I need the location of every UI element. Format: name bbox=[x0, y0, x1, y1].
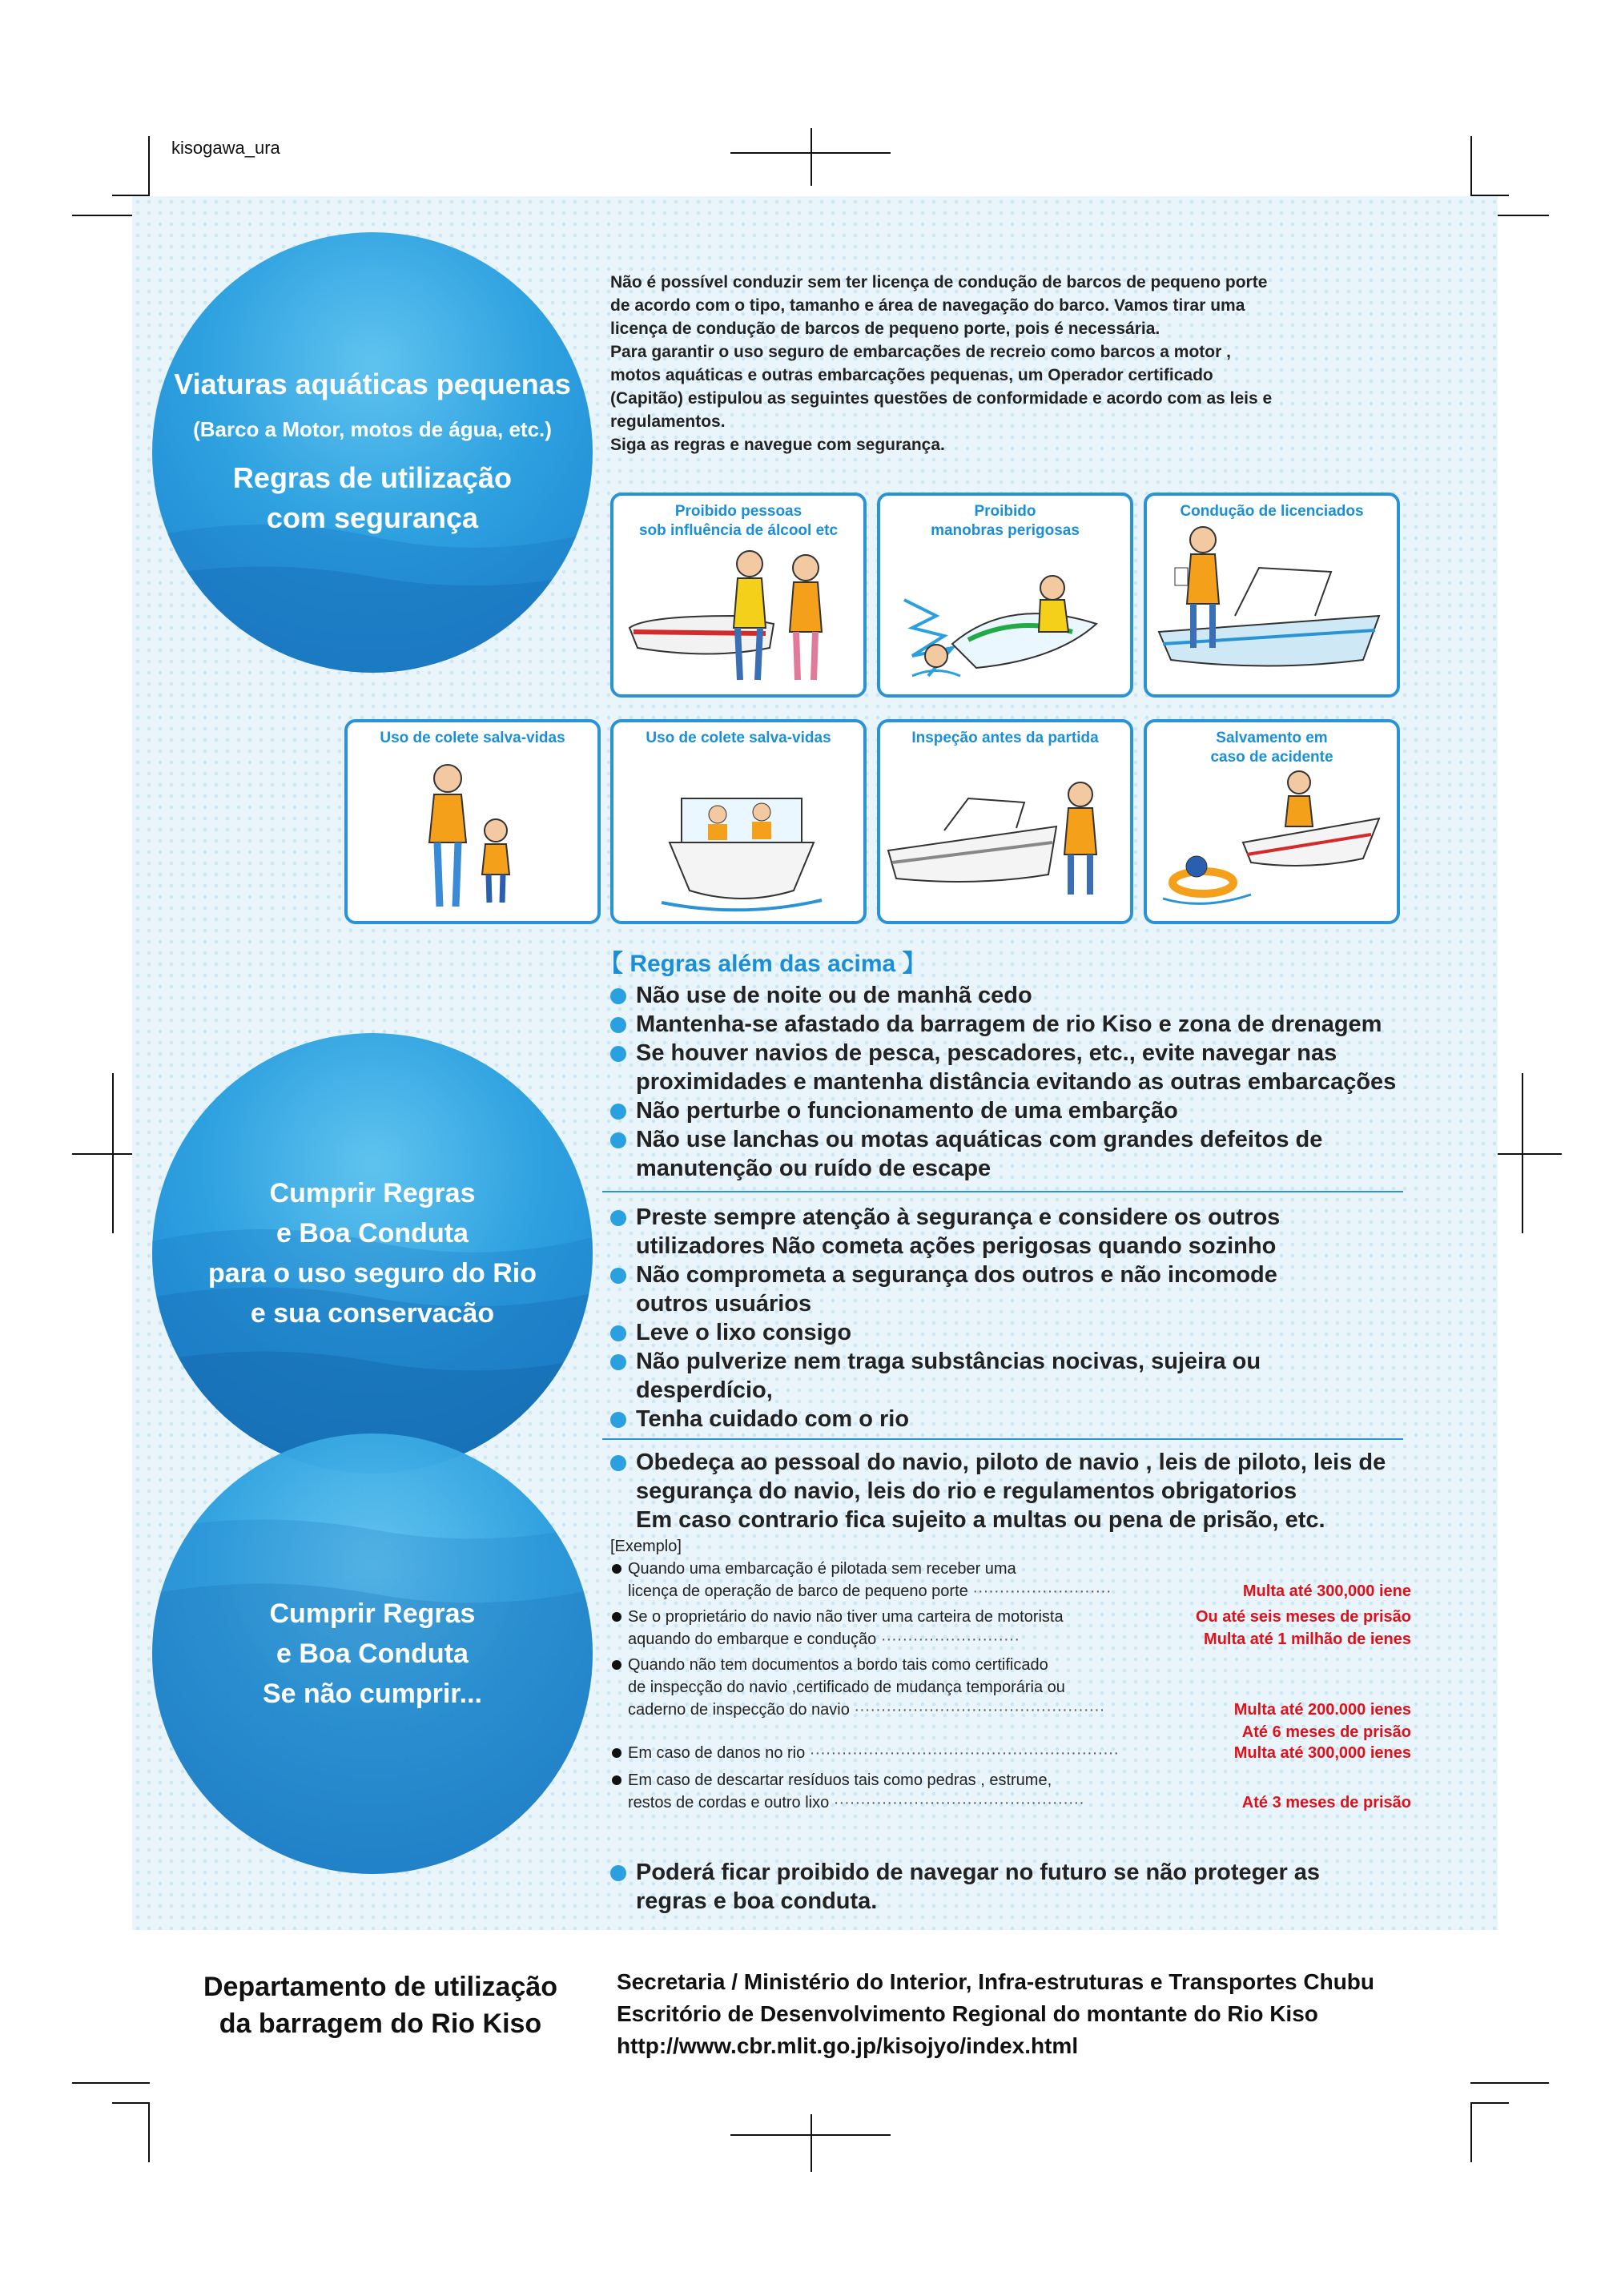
website-link[interactable]: http://www.cbr.mlit.go.jp/kisojyo/index.html bbox=[617, 2033, 1079, 2058]
file-label: kisogawa_ura bbox=[171, 138, 280, 158]
penalty-item: Quando não tem documentos a bordo tais como certificado de inspecção do navio ,certificado de mudança temporária ou caderno de inspecção do navio ··············································· Multa até 200.000 ienes Até 6 meses de prisão bbox=[610, 1654, 1411, 1742]
card-licensed-driving: Condução de licenciados bbox=[1144, 493, 1400, 698]
card-inspection: Inspeção antes da partida bbox=[877, 719, 1133, 924]
fine-text: Multa até 300,000 ienes bbox=[1233, 1744, 1411, 1762]
circle-title: Viaturas aquáticas pequenas bbox=[174, 367, 571, 400]
list-item: Não use de noite ou de manhã cedo bbox=[610, 981, 1419, 1010]
card-rescue: Salvamento em caso de acidente bbox=[1144, 719, 1400, 924]
circle-heading: para o uso seguro do Rio bbox=[208, 1258, 537, 1289]
rules-list-1 bbox=[610, 981, 1419, 1183]
list-item: Leve o lixo consigo bbox=[610, 1318, 1419, 1347]
divider bbox=[602, 1191, 1403, 1192]
department-name: Departamento de utilização da barragem do Rio Kiso bbox=[203, 1972, 558, 2039]
secretariat-info: Secretaria / Ministério do Interior, Infra-estruturas e Transportes Chubu Escritório de Desenvolvimento Regional do montante do Rio Kiso http://www.cbr.mlit.go.jp/kisojyo/index.html bbox=[617, 1966, 1374, 2062]
fine-text: Ou até seis meses de prisão bbox=[1195, 1608, 1411, 1626]
circle-heading: com segurança bbox=[266, 501, 479, 534]
conduct-circle bbox=[152, 1033, 593, 1474]
boat-lifejacket-icon bbox=[613, 722, 863, 921]
list-item: Tenha cuidado com o rio bbox=[610, 1405, 1419, 1433]
list-item: Não perturbe o funcionamento de uma embarção bbox=[610, 1096, 1419, 1125]
boat-inspection-icon bbox=[880, 722, 1130, 921]
circle-heading: Cumprir Regras bbox=[269, 1598, 476, 1629]
list-item: Obedeça ao pessoal do navio, piloto de navio , leis de piloto, leis de segurança do navio, leis do rio e regulamentos obrigatorios Em caso contrario fica sujeito a multas ou pena de prisão, etc. bbox=[610, 1448, 1419, 1534]
fine-text: Até 3 meses de prisão bbox=[1241, 1794, 1411, 1811]
rescue-icon bbox=[1147, 722, 1397, 921]
example-label: [Exemplo] bbox=[610, 1538, 682, 1555]
circle-subtitle: (Barco a Motor, motos de água, etc.) bbox=[193, 416, 552, 441]
circle-heading: e Boa Conduta bbox=[276, 1218, 469, 1249]
title-circle bbox=[152, 232, 593, 673]
card-no-alcohol: Proibido pessoas sob influência de álcool etc bbox=[610, 493, 867, 698]
fine-text: Multa até 1 milhão de ienes bbox=[1204, 1631, 1411, 1648]
penalty-item: Em caso de danos no rio ·························································· Multa até 300,000 ienes bbox=[610, 1742, 1411, 1764]
penalties-section bbox=[610, 1535, 1411, 1814]
card-no-dangerous-maneuvers: Proibido manobras perigosas bbox=[877, 493, 1133, 698]
penalty-item: Quando uma embarcação é pilotada sem receber uma licença de operação de barco de pequeno porte ·························· Multa até 300,000 iene bbox=[610, 1558, 1411, 1602]
final-rule: Poderá ficar proibido de navegar no futuro se não proteger as regras e boa conduta. bbox=[610, 1858, 1419, 1916]
rules-list-3 bbox=[610, 1448, 1419, 1534]
card-lifejacket-1: Uso de colete salva-vidas bbox=[344, 719, 601, 924]
list-item: Não pulverize nem traga substâncias nocivas, sujeira ou desperdício, bbox=[610, 1347, 1419, 1405]
lifejacket-family-icon bbox=[348, 722, 597, 921]
circle-heading: Se não cumprir... bbox=[263, 1679, 482, 1709]
circle-heading: e sua conservacão bbox=[250, 1298, 495, 1329]
jetski-danger-icon bbox=[880, 496, 1130, 694]
licensed-boat-icon bbox=[1147, 496, 1397, 694]
penalty-circle bbox=[152, 1433, 593, 1874]
circle-heading: e Boa Conduta bbox=[276, 1639, 469, 1669]
fine-text: Até 6 meses de prisão bbox=[1241, 1723, 1411, 1741]
card-lifejacket-2: Uso de colete salva-vidas bbox=[610, 719, 867, 924]
jetski-drinking-icon bbox=[613, 496, 863, 694]
rules-heading: 【 Regras além das acima 】 bbox=[599, 951, 927, 977]
list-item: Não use lanchas ou motas aquáticas com grandes defeitos de manutenção ou ruído de escape bbox=[610, 1125, 1419, 1183]
intro-text: Não é possível conduzir sem ter licença de condução de barcos de pequeno porte de acordo com o tipo, tamanho e área de navegação do barco. Vamos tirar uma licença de condução de barcos de pequeno porte, pois é necessária. Para garantir o uso seguro de embarcações de recreio como barcos a motor , motos aquáticas e outras embarcações pequenas, um Operador certificado (Capitão) estipulou as seguintes questões de conformidade e acordo com as leis e regulamentos. Siga as regras e navegue com segurança. bbox=[610, 273, 1273, 454]
list-item: Mantenha-se afastado da barragem de rio Kiso e zona de drenagem bbox=[610, 1010, 1419, 1039]
fine-text: Multa até 300,000 iene bbox=[1242, 1582, 1411, 1600]
rules-list-2 bbox=[610, 1203, 1419, 1433]
fine-text: Multa até 200.000 ienes bbox=[1233, 1701, 1411, 1719]
divider bbox=[602, 1438, 1403, 1440]
list-item: Preste sempre atenção à segurança e considere os outros utilizadores Não cometa ações perigosas quando sozinho bbox=[610, 1203, 1419, 1261]
penalty-item: Em caso de descartar resíduos tais como pedras , estrume, restos de cordas e outro lixo ··············································· Até 3 meses de prisão bbox=[610, 1769, 1411, 1814]
circle-heading: Cumprir Regras bbox=[269, 1178, 476, 1208]
list-item: Não comprometa a segurança dos outros e não incomode outros usuários bbox=[610, 1261, 1419, 1318]
list-item: Se houver navios de pesca, pescadores, etc., evite navegar nas proximidades e mantenha distância evitando as outras embarcações bbox=[610, 1039, 1419, 1096]
penalty-item: Se o proprietário do navio não tiver uma carteira de motorista Ou até seis meses de prisão aquando do embarque e condução ·························· Multa até 1 milhão de ienes bbox=[610, 1606, 1411, 1651]
circle-heading: Regras de utilização bbox=[232, 460, 513, 494]
